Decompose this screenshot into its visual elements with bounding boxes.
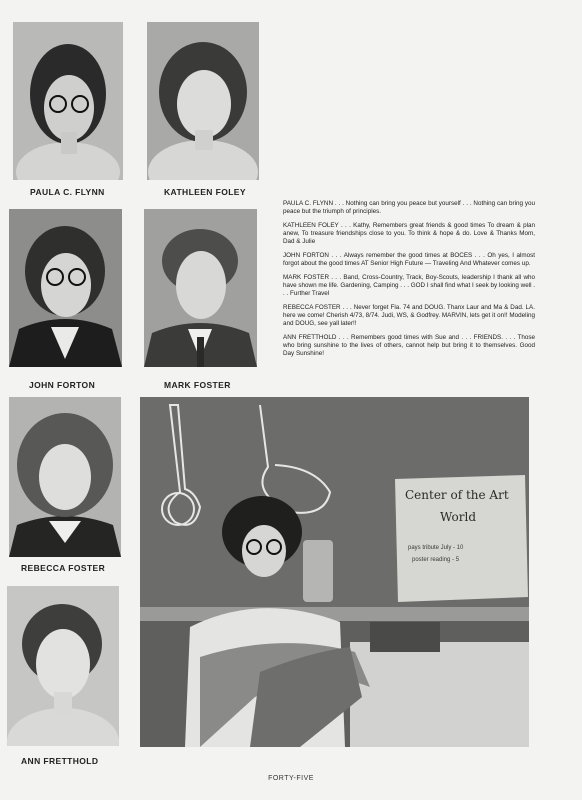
portrait-rebecca-foster	[9, 397, 121, 557]
bio-rebecca-foster: REBECCA FOSTER . . . Never forget Fla. 74 and DOUG. Thanx Laur and Ma & Dad. LA. here we come! Cherish 4/73, 8/74. Judi, WS, & Godfrey. MARVIN, lets get it on!! Modeling and DOUG, see yall later!!	[283, 304, 535, 327]
sign-line-3: pays tribute July - 10	[408, 545, 464, 551]
bio-mark-foster: MARK FOSTER . . . Band, Cross-Country, Track, Boy-Scouts, leadership I thank all who have shown me life. Gardening, Camping . . . GOD I shall find what I seek by looking well . . . Further Travel	[283, 274, 535, 297]
candid-classroom-photo	[140, 397, 529, 747]
page-number: FORTY-FIVE	[268, 775, 314, 782]
name-paula-flynn: PAULA C. FLYNN	[30, 187, 105, 197]
bio-john-forton: JOHN FORTON . . . Always remember the good times at BOCES . . . Oh yes, I almost forgot about the good times AT Senior High Future — Traveling And Whatever comes up.	[283, 252, 535, 267]
bio-kathleen-foley: KATHLEEN FOLEY . . . Kathy, Remembers great friends & good times To dream & plan anew, To treasure friendships close to you. To think & hope & do. Love & Thanks Mom, Dad & Julie	[283, 222, 535, 245]
name-kathleen-foley: KATHLEEN FOLEY	[164, 187, 246, 197]
portrait-paula-flynn	[13, 22, 123, 180]
bio-paula-flynn: PAULA C. FLYNN . . . Nothing can bring you peace but yourself . . . Nothing can bring you peace but the triumph of principles.	[283, 200, 535, 215]
portrait-ann-fretthold	[7, 586, 119, 746]
name-rebecca-foster: REBECCA FOSTER	[21, 563, 106, 573]
name-john-forton: JOHN FORTON	[29, 380, 96, 390]
portrait-kathleen-foley	[147, 22, 259, 180]
sign-line-4: poster reading - 5	[412, 557, 460, 563]
sign-line-2: World	[440, 510, 476, 524]
portrait-mark-foster	[144, 209, 257, 367]
bio-ann-fretthold: ANN FRETTHOLD . . . Remembers good times with Sue and . . . FRIENDS. . . . Those who bring sunshine to the lives of others, cannot help but bring it to themselves. Good Day Sunshine!	[283, 334, 535, 357]
bio-list	[283, 200, 535, 364]
sign-line-1: Center of the Art	[405, 488, 509, 502]
name-mark-foster: MARK FOSTER	[164, 380, 231, 390]
name-ann-fretthold: ANN FRETTHOLD	[21, 756, 99, 766]
portrait-john-forton	[9, 209, 122, 367]
